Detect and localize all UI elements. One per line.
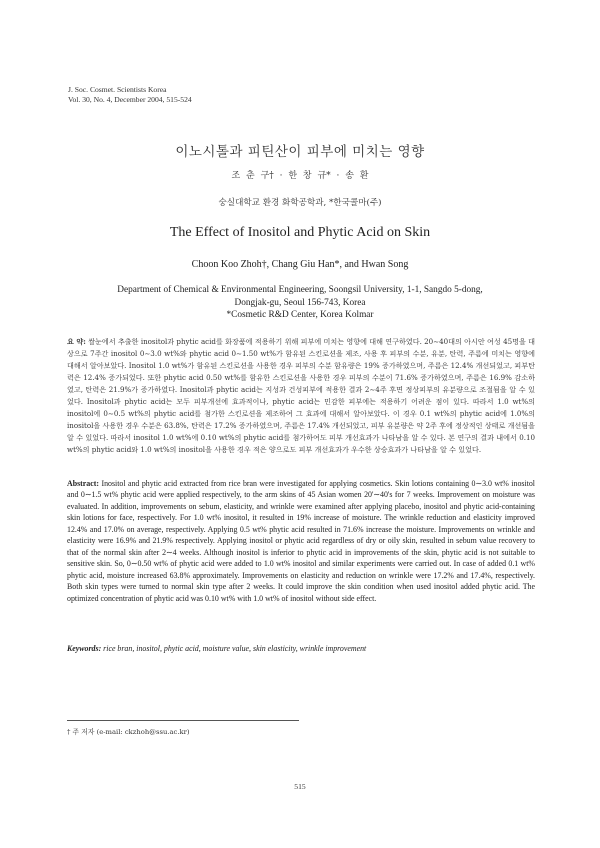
korean-title: 이노시톨과 피틴산이 피부에 미치는 영향 bbox=[175, 144, 425, 160]
english-title: The Effect of Inositol and Phytic Acid on Skin bbox=[169, 225, 431, 240]
affiliation-line: *Cosmetic R&D Center, Korea Kolmar bbox=[226, 310, 374, 320]
affiliation-line: Department of Chemical & Environmental Engineering, Soongsil University, 1-1, Sangdo 5-dong, bbox=[117, 285, 483, 295]
english-abstract-label: Abstract: bbox=[67, 479, 99, 488]
keywords-label: Keywords: bbox=[67, 644, 102, 653]
footnote-divider bbox=[67, 720, 299, 721]
affiliation-line: Dongjak-gu, Seoul 156-743, Korea bbox=[234, 297, 366, 308]
keywords-list: rice bran, inositol, phytic acid, moisture value, skin elasticity, wrinkle improvement bbox=[101, 644, 367, 653]
korean-affiliation: 숭실대학교 환경 화학공학과, *한국콜마(주) bbox=[218, 198, 382, 208]
footnote: † 주 저자 (e-mail: ckzhoh@ssu.ac.kr) bbox=[67, 728, 190, 736]
journal-name: J. Soc. Cosmet. Scientists Korea bbox=[68, 85, 167, 94]
journal-citation bbox=[68, 85, 192, 105]
korean-abstract-label: 요 약: bbox=[67, 337, 86, 346]
korean-abstract bbox=[67, 336, 535, 456]
english-authors: Choon Koo Zhoh†, Chang Giu Han*, and Hwan Song bbox=[191, 259, 409, 270]
keywords bbox=[67, 644, 535, 653]
journal-volume: Vol. 30, No. 4, December 2004, 515-524 bbox=[68, 95, 192, 104]
english-abstract bbox=[67, 478, 535, 604]
english-abstract-text: Inositol and phytic acid extracted from rice bran were investigated for applying cosmetics. Skin lotions containing 0∼3.0 wt% inositol and 0∼1.5 wt% phytic acid were applied respectively, to the arm skins of 45 Asian women 20'∼40's for 7 weeks. Improvement on moisture was evaluated. In addition, improvements on sebum, elasticity, and wrinkle were examined after applying placebo, inositol and phytic acid-containing skin lotions for face, respectively. For 1.0 wt% inositol, it resulted in 19% increase of moisture. The wrinkle reduction and elasticity improved 12.4% and 17.0% on average, respectively. Applying 0.5 wt% phytic acid resulted in 71.6% increase the moisture. Improvements on wrinkle and elasticity were 16.9% and 21.9% respectively. Applying inositol or phytic acid regardless of dry or oily skin, resulted in sebum value recovery to that of the normal skin after 2∼4 weeks. Although inositol is inferior to phytic acid in improvements of the skin, phytic acid is not suitable to sensitive skin. So, 0∼0.50 wt% of phytic acid were added to 1.0 wt% inositol and similar experiments were carried out. In case of added 0.1 wt% phytic acid, moisture increased 63.8% approximately. Improvements on elasticity and reduction on wrinkle were 17.2% and 17.4%, respectively. Both skin types were turned to normal skin type after 2 weeks. It could improve the skin condition when used inositol added phytic acid. The optimized concentration of phytic acid was 0.10 wt% with 1.0 wt% of inositol without side effect. bbox=[67, 479, 535, 603]
english-affiliation bbox=[108, 284, 492, 322]
page-number: 515 bbox=[294, 782, 306, 791]
korean-abstract-text: 쌀눈에서 추출한 inositol과 phytic acid를 화장품에 적용하기 위해 피부에 미치는 영향에 대해 연구하였다. 20∼40대의 아시안 여성 45명을 대상으로 7주간 inositol 0∼3.0 wt%와 phytic acid 0∼1.50 wt%가 함유된 스킨로션을 제조, 사용 후 피부의 수분, 유분, 탄력, 주름에 미치는 영향에 대해서 알아보았다. Inositol 1.0 wt%가 함유된 스킨로션을 사용한 경우 피부의 수분 함유량은 19% 증가하였으며, 주름은 12.4% 개선되었고, 피부탄력은 12.4% 증가되었다. 또한 phytic acid 0.50 wt%를 함유한 스킨로션을 사용한 경우 피부의 수분이 71.6% 증가하였으며, 주름은 16.9% 감소하였고, 탄력은 21.9%가 증가하였다. Inositol과 phytic acid는 지성과 건성피부에 적용한 결과 2∼4주 후면 정상피부의 유분량으로 조절됨을 알 수 있었다. Inositol과 phytic acid는 모두 피부개선에 효과적이나, phytic acid는 민감한 피부에는 적용하기 어려운 점이 있다. 따라서 1.0 wt%의 inositol에 0∼0.5 wt%의 phytic acid를 첨가한 스킨로션을 제조하여 그 효과에 대해서 알아보았다. 이 경우 0.1 wt%의 phytic acid에 1.0%의 inositol을 사용한 경우 수분은 63.8%, 탄력은 17.2% 증가하였으며, 주름은 17.4% 개선되었고, 피부 유분량은 약 2주 후에 정상적인 상태로 개선됨을 알 수 있었다. 따라서 inositol 1.0 wt%에 0.10 wt%의 phytic acid를 첨가하여도 피부 개선효과가 나타남을 알 수 있다. 본 연구의 결과 내에서 0.10 wt%의 phytic acid와 1.0 wt%의 inositol을 사용한 경우 적은 양으로도 피부 개선효과가 우수한 상승효과가 나타남을 알 수 있었다. bbox=[67, 337, 535, 455]
korean-authors: 조 춘 구† · 한 창 규* · 송 환 bbox=[231, 171, 369, 181]
